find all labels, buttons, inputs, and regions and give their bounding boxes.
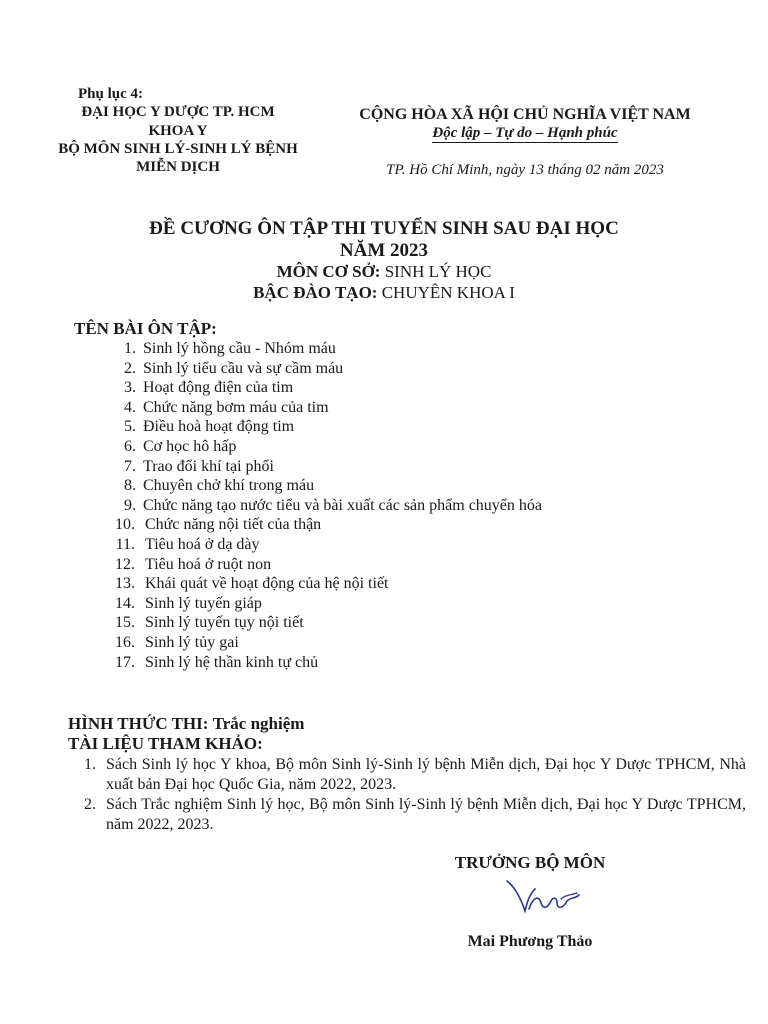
topic-number: 15. <box>115 614 135 632</box>
topic-text: Chức năng nội tiết của thận <box>145 516 322 534</box>
handwritten-signature <box>495 873 595 919</box>
subject-line <box>0 262 768 282</box>
org-line-3: BỘ MÔN SINH LÝ-SINH LÝ BỆNH <box>58 141 298 157</box>
topic-number: 6. <box>124 438 136 455</box>
subject-label: MÔN CƠ SỞ: <box>276 262 381 281</box>
topic-number: 14. <box>115 594 135 612</box>
topic-number: 12. <box>115 555 135 573</box>
topic-number: 16. <box>115 634 135 651</box>
topic-number: 13. <box>115 575 135 593</box>
org-line-1: ĐẠI HỌC Y DƯỢC TP. HCM <box>81 104 275 120</box>
topic-text: Cơ học hô hấp <box>143 438 237 455</box>
topic-number: 7. <box>124 457 136 475</box>
topic-text: Sinh lý hồng cầu - Nhóm máu <box>143 340 336 357</box>
topic-text: Sinh lý hệ thần kinh tự chủ <box>145 653 319 671</box>
topic-text: Chuyên chở khí trong máu <box>143 477 315 495</box>
appendix-label: Phụ lục 4: <box>78 86 144 102</box>
subject-value: SINH LÝ HỌC <box>384 262 492 281</box>
signature-title: TRƯỞNG BỘ MÔN <box>454 853 606 872</box>
topic-number: 3. <box>124 379 136 397</box>
topic-number: 4. <box>124 398 136 416</box>
topic-number: 8. <box>124 477 136 495</box>
topic-text: Sinh lý tủy gai <box>145 634 239 651</box>
reference-text: Sách Sinh lý học Y khoa, Bộ môn Sinh lý-Sinh lý bệnh Miễn dịch, Đại học Y Dược TPHCM, Nhà xuất bản Đại học Quốc Gia, năm 2022, 2023. <box>106 756 746 793</box>
topic-text: Sinh lý tiểu cầu và sự cầm máu <box>143 359 344 377</box>
topic-number: 10. <box>115 516 135 534</box>
topic-number: 2. <box>124 359 136 377</box>
topic-text: Hoạt động điện của tim <box>143 379 294 397</box>
level-line <box>0 283 768 303</box>
topic-text: Chức năng bơm máu của tim <box>143 398 329 416</box>
exam-form-label: HÌNH THỨC THI: <box>68 714 209 733</box>
exam-form-line <box>68 714 304 734</box>
reference-number: 1. <box>84 756 96 773</box>
motto-text: Độc lập – Tự do – Hạnh phúc <box>432 125 618 141</box>
org-line-4: MIỄN DỊCH <box>136 159 220 175</box>
place-date: TP. Hồ Chí Minh, ngày 13 tháng 02 năm 2023 <box>386 162 664 178</box>
topic-number: 11. <box>115 536 135 553</box>
reference-number: 2. <box>84 796 96 813</box>
topic-number: 1. <box>124 340 136 357</box>
topic-number: 17. <box>115 653 135 671</box>
topic-text: Trao đổi khí tại phổi <box>143 457 274 475</box>
topic-text: Tiêu hoá ở ruột non <box>145 555 272 573</box>
topic-text: Chức năng tạo nước tiểu và bài xuất các sản phẩm chuyển hóa <box>143 496 542 514</box>
exam-form-value: Trắc nghiệm <box>212 714 305 733</box>
topic-number: 5. <box>124 418 136 436</box>
org-line-2: KHOA Y <box>148 123 208 139</box>
doc-title-line-1: ĐỀ CƯƠNG ÔN TẬP THI TUYỂN SINH SAU ĐẠI HỌC <box>149 218 619 239</box>
motto <box>345 125 705 142</box>
topic-text: Tiêu hoá ở dạ dày <box>145 536 260 553</box>
topic-text: Sinh lý tuyến giáp <box>145 594 262 612</box>
reference-text: Sách Trắc nghiệm Sinh lý học, Bộ môn Sinh lý-Sinh lý bệnh Miễn dịch, Đại học Y Dược TPHCM, năm 2022, 2023. <box>106 796 746 833</box>
country-title: CỘNG HÒA XÃ HỘI CHỦ NGHĨA VIỆT NAM <box>359 106 691 123</box>
topics-heading: TÊN BÀI ÔN TẬP: <box>74 319 217 338</box>
signatory-name: Mai Phương Thảo <box>467 933 593 950</box>
level-value: CHUYÊN KHOA I <box>381 283 515 302</box>
topic-text: Sinh lý tuyến tụy nội tiết <box>145 614 304 632</box>
topic-number: 9. <box>124 496 136 514</box>
topic-text: Điều hoà hoạt động tim <box>143 418 295 436</box>
references-heading: TÀI LIỆU THAM KHẢO: <box>68 734 263 753</box>
doc-title-line-2: NĂM 2023 <box>339 240 429 261</box>
level-label: BẬC ĐÀO TẠO: <box>253 283 378 302</box>
topic-text: Khái quát về hoạt động của hệ nội tiết <box>145 575 389 593</box>
